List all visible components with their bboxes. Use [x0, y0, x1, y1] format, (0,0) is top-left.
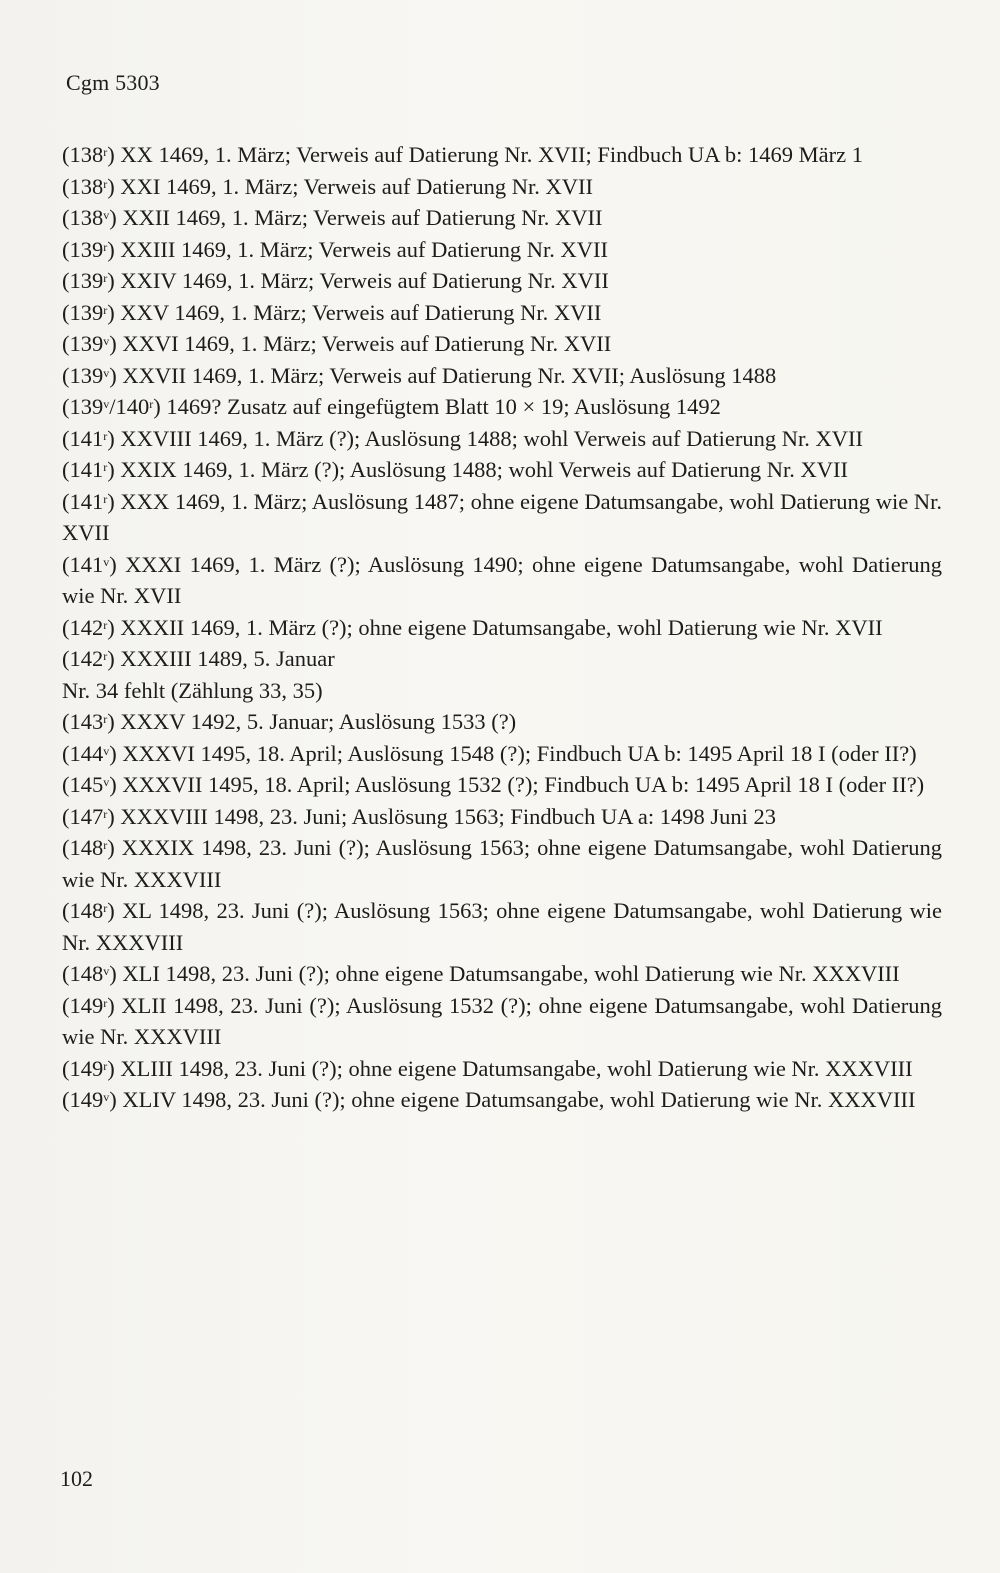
folio-number: 141	[69, 457, 104, 482]
folio-reference: (148$^v$)	[62, 961, 123, 986]
entry-text: XLIII 1498, 23. Juni (?); ohne eigene Datumsangabe, wohl Datierung wie Nr. XXXVIII	[120, 1055, 913, 1081]
list-item	[62, 832, 942, 895]
folio-number: 139	[69, 362, 104, 388]
folio-number: 138	[69, 142, 104, 167]
entry-text: XXXII 1469, 1. März (?); ohne eigene Datumsangabe, wohl Datierung wie Nr. XVII	[120, 614, 883, 640]
entry-text: XL 1498, 23. Juni (?); Auslösung 1563; ohne eigene Datumsangabe, wohl Datierung wie Nr. XXXVIII	[62, 898, 942, 955]
folio-side: r	[103, 901, 108, 915]
entry-text: XLI 1498, 23. Juni (?); ohne eigene Datumsangabe, wohl Datierung wie Nr. XXXVIII	[122, 961, 900, 986]
folio-side: r	[103, 806, 108, 821]
folio-side: v	[103, 743, 110, 758]
folio-number: 138	[69, 173, 104, 199]
entry-text: XXVI 1469, 1. März; Verweis auf Datierung Nr. XVII	[122, 331, 612, 356]
folio-number: 143	[69, 709, 104, 734]
entry-text: XLIV 1498, 23. Juni (?); ohne eigene Datumsangabe, wohl Datierung wie Nr. XXXVIII	[122, 1087, 916, 1112]
entry-text: XXIII 1469, 1. März; Verweis auf Datierung Nr. XVII	[120, 236, 608, 262]
folio-number: 142	[69, 646, 104, 671]
folio-number: 141	[69, 551, 104, 577]
list-item	[62, 675, 942, 707]
folio-number: 145	[69, 772, 104, 797]
folio-reference: (139$^r$)	[62, 236, 121, 262]
folio-number: 138	[69, 205, 104, 230]
folio-side: r	[103, 995, 108, 1010]
folio-side: v	[103, 208, 110, 222]
entry-text: 1469? Zusatz auf eingefügtem Blatt 10 × 19; Auslösung 1492	[166, 394, 721, 419]
list-item	[62, 391, 942, 423]
folio-number: 140	[115, 394, 150, 419]
list-item	[62, 549, 942, 612]
list-item	[62, 423, 942, 455]
folio-side: r	[103, 271, 108, 285]
list-item	[62, 643, 942, 675]
folio-reference: (139$^v$/140$^r$)	[62, 394, 167, 419]
folio-reference: (142$^r$)	[62, 646, 121, 671]
list-item	[62, 486, 942, 549]
folio-reference: (138$^v$)	[62, 205, 123, 230]
folio-number: 144	[69, 740, 104, 766]
folio-reference: (142$^r$)	[62, 614, 121, 640]
entry-text: XXXVII 1495, 18. April; Auslösung 1532 (?); Findbuch UA b: 1495 April 18 I (oder II?)	[122, 772, 925, 797]
page-number: 102	[60, 1466, 93, 1491]
entry-text: XXXIII 1489, 5. Januar	[120, 646, 335, 671]
list-item	[62, 706, 942, 738]
folio-number: 139	[69, 331, 104, 356]
entry-text: XXV 1469, 1. März; Verweis auf Datierung Nr. XVII	[120, 299, 602, 325]
folio-side: r	[103, 302, 108, 317]
entry-text: XXIV 1469, 1. März; Verweis auf Datierung Nr. XVII	[120, 268, 609, 293]
folio-side: r	[103, 176, 108, 191]
folio-reference: (147$^r$)	[62, 803, 121, 829]
list-item	[62, 801, 942, 833]
list-item	[62, 234, 942, 266]
folio-side: v	[103, 334, 110, 348]
folio-side: r	[103, 460, 108, 474]
folio-side: r	[149, 397, 154, 411]
folio-side: r	[103, 712, 108, 726]
entry-text: XXXV 1492, 5. Januar; Auslösung 1533 (?)	[120, 709, 517, 734]
folio-reference: (141$^v$)	[62, 551, 126, 577]
folio-reference: (141$^r$)	[62, 457, 121, 482]
entry-list	[62, 139, 942, 1116]
list-item	[62, 1084, 942, 1116]
list-item	[62, 171, 942, 203]
folio-side: v	[103, 397, 110, 411]
folio-reference: (144$^v$)	[62, 740, 123, 766]
entry-text: XXXVIII 1498, 23. Juni; Auslösung 1563; Findbuch UA a: 1498 Juni 23	[120, 803, 777, 829]
folio-reference: (149$^v$)	[62, 1087, 123, 1112]
list-item	[62, 990, 942, 1053]
folio-number: 147	[69, 803, 104, 829]
folio-reference: (148$^r$)	[62, 898, 123, 923]
entry-text: XXVIII 1469, 1. März (?); Auslösung 1488; wohl Verweis auf Datierung Nr. XVII	[120, 425, 863, 451]
folio-number: 139	[69, 268, 104, 293]
folio-side: v	[103, 1090, 110, 1104]
folio-reference: (149$^r$)	[62, 1055, 121, 1081]
folio-number: 148	[69, 898, 104, 923]
folio-reference: (138$^r$)	[62, 173, 121, 199]
entry-text: XXXI 1469, 1. März (?); Auslösung 1490; ohne eigene Datumsangabe, wohl Datierung wie Nr. XVII	[62, 551, 942, 608]
entry-text: XXXVI 1495, 18. April; Auslösung 1548 (?); Findbuch UA b: 1495 April 18 I (oder II?)	[122, 740, 917, 766]
folio-number: 139	[69, 299, 104, 325]
folio-number: 141	[69, 425, 104, 451]
folio-side: r	[103, 239, 108, 254]
list-item	[62, 769, 942, 801]
folio-reference: (139$^v$)	[62, 331, 123, 356]
folio-number: 142	[69, 614, 104, 640]
list-item	[62, 895, 942, 958]
entry-text: XXIX 1469, 1. März (?); Auslösung 1488; wohl Verweis auf Datierung Nr. XVII	[120, 457, 848, 482]
folio-number: 149	[69, 1087, 104, 1112]
folio-number: 139	[69, 394, 104, 419]
list-item	[62, 265, 942, 297]
entry-text: XXX 1469, 1. März; Auslösung 1487; ohne eigene Datumsangabe, wohl Datierung wie Nr. XVII	[62, 488, 942, 545]
folio-reference: (139$^r$)	[62, 299, 121, 325]
list-item	[62, 297, 942, 329]
folio-side: r	[103, 428, 108, 443]
folio-side: v	[103, 554, 110, 569]
folio-side: r	[103, 491, 108, 506]
folio-side: r	[103, 649, 108, 663]
folio-reference: (145$^v$)	[62, 772, 123, 797]
list-item	[62, 202, 942, 234]
page-header: Cgm 5303	[66, 70, 160, 95]
entry-text: Nr. 34 fehlt (Zählung 33, 35)	[62, 677, 323, 703]
list-item	[62, 139, 942, 171]
folio-side: r	[103, 838, 108, 852]
folio-side: r	[103, 1058, 108, 1073]
folio-reference: (138$^r$)	[62, 142, 121, 167]
folio-reference: (143$^r$)	[62, 709, 121, 734]
folio-reference: (141$^r$)	[62, 488, 121, 514]
folio-reference: (139$^v$)	[62, 362, 123, 388]
folio-number: 149	[69, 992, 104, 1018]
folio-side: v	[103, 775, 110, 789]
entry-text: XXVII 1469, 1. März; Verweis auf Datierung Nr. XVII; Auslösung 1488	[122, 362, 777, 388]
entry-text: XLII 1498, 23. Juni (?); Auslösung 1532 (?); ohne eigene Datumsangabe, wohl Datierung wie Nr. XXXVIII	[62, 992, 942, 1049]
entry-text: XXXIX 1498, 23. Juni (?); Auslösung 1563; ohne eigene Datumsangabe, wohl Datierung wie Nr. XXXVIII	[62, 835, 942, 892]
folio-side: v	[103, 365, 110, 380]
folio-number: 149	[69, 1055, 104, 1081]
list-item	[62, 360, 942, 392]
list-item	[62, 958, 942, 990]
list-item	[62, 328, 942, 360]
folio-side: v	[103, 964, 110, 978]
folio-number: 139	[69, 236, 104, 262]
entry-text: XXI 1469, 1. März; Verweis auf Datierung Nr. XVII	[120, 173, 593, 199]
entry-text: XX 1469, 1. März; Verweis auf Datierung Nr. XVII; Findbuch UA b: 1469 März 1	[120, 142, 863, 167]
folio-reference: (149$^r$)	[62, 992, 122, 1018]
folio-side: r	[103, 617, 108, 632]
entry-text: XXII 1469, 1. März; Verweis auf Datierung Nr. XVII	[122, 205, 603, 230]
folio-reference: (148$^r$)	[62, 835, 122, 860]
folio-number: 148	[69, 835, 104, 860]
folio-reference: (141$^r$)	[62, 425, 121, 451]
list-item	[62, 1053, 942, 1085]
list-item	[62, 454, 942, 486]
folio-side: r	[103, 145, 108, 159]
folio-number: 141	[69, 488, 104, 514]
folio-number: 148	[69, 961, 104, 986]
list-item	[62, 738, 942, 770]
list-item	[62, 612, 942, 644]
folio-reference: (139$^r$)	[62, 268, 121, 293]
